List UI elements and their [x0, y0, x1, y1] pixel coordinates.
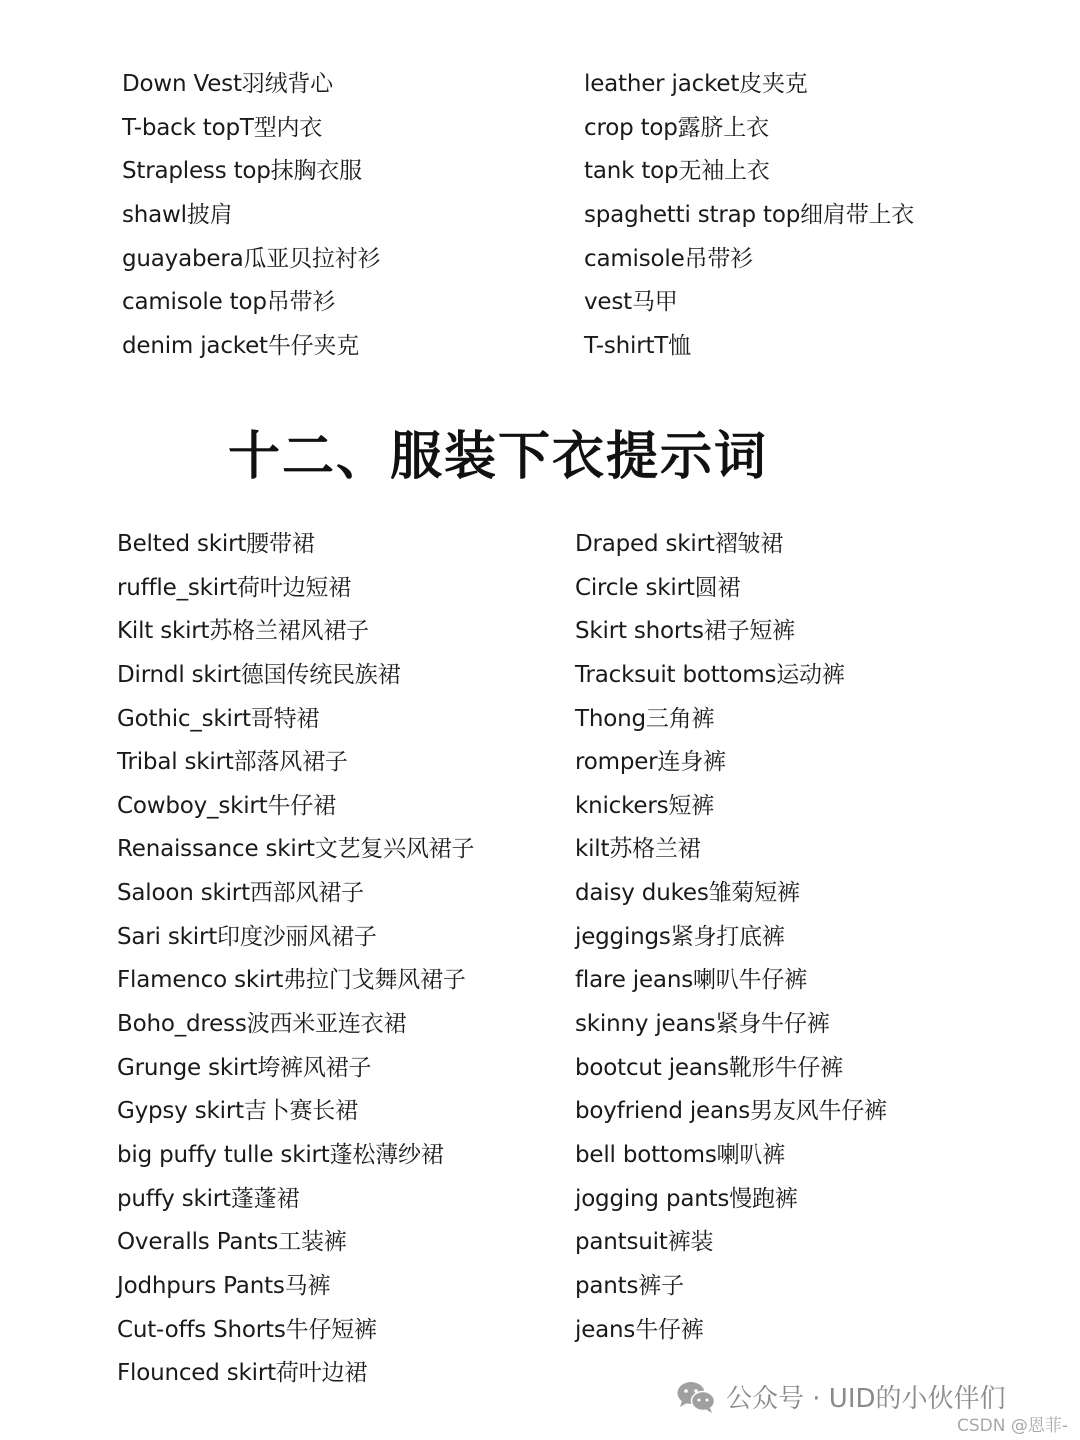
list-item: puffy skirt蓬蓬裙	[117, 1185, 300, 1212]
list-item: Tracksuit bottoms运动裤	[575, 661, 845, 688]
credit-text: CSDN @恩菲-	[956, 1416, 1068, 1436]
list-item: camisole top吊带衫	[122, 289, 336, 316]
list-item: Kilt skirt苏格兰裙风裙子	[117, 618, 369, 645]
list-item: pants裤子	[575, 1272, 684, 1299]
list-item: jeggings紧身打底裤	[575, 923, 785, 950]
list-item: bell bottoms喇叭裤	[575, 1141, 786, 1168]
list-item: Overalls Pants工装裤	[117, 1229, 347, 1256]
list-item: Tribal skirt部落风裙子	[117, 749, 348, 776]
top-right-list	[584, 63, 914, 369]
top-left-list	[122, 63, 380, 369]
list-item: Saloon skirt西部风裙子	[117, 880, 364, 907]
list-item: ruffle_skirt荷叶边短裙	[117, 574, 352, 601]
list-item: jogging pants慢跑裤	[575, 1185, 798, 1212]
list-item: Flounced skirt荷叶边裙	[117, 1360, 368, 1387]
list-item: knickers短裤	[575, 792, 715, 819]
list-item: skinny jeans紧身牛仔裤	[575, 1011, 830, 1038]
list-item: daisy dukes雏菊短裤	[575, 880, 800, 907]
list-item: kilt苏格兰裙	[575, 836, 701, 863]
list-item: flare jeans喇叭牛仔裤	[575, 967, 807, 994]
list-item: Jodhpurs Pants马裤	[117, 1272, 331, 1299]
list-item: Cowboy_skirt牛仔裙	[117, 792, 336, 819]
list-item: Skirt shorts裙子短裤	[575, 618, 795, 645]
list-item: Renaissance skirt文艺复兴风裙子	[117, 836, 475, 863]
list-item: spaghetti strap top细肩带上衣	[584, 202, 915, 229]
list-item: denim jacket牛仔夹克	[122, 333, 360, 360]
wechat-icon	[676, 1380, 716, 1414]
list-item: Boho_dress波西米亚连衣裙	[117, 1011, 407, 1038]
list-item: Belted skirt腰带裙	[117, 531, 315, 557]
watermark-text: 公众号 · UID的小伙伴们	[726, 1384, 1006, 1414]
bottom-left-list	[117, 523, 474, 1396]
list-item: pantsuit裤装	[575, 1229, 714, 1256]
list-item: Cut-offs Shorts牛仔短裤	[117, 1316, 377, 1343]
list-item: tank top无袖上衣	[584, 158, 770, 185]
list-item: Circle skirt圆裙	[575, 574, 741, 601]
list-item: bootcut jeans靴形牛仔裤	[575, 1054, 843, 1081]
watermark	[676, 1378, 1006, 1415]
list-item: Thong三角裤	[575, 705, 715, 732]
list-item: shawl披肩	[122, 202, 233, 229]
list-item: Down Vest羽绒背心	[122, 71, 333, 97]
list-item: T-back topT型内衣	[122, 114, 323, 141]
list-item: boyfriend jeans男友风牛仔裤	[575, 1098, 887, 1125]
section-title: 十二、服装下衣提示词	[228, 427, 769, 487]
list-item: big puffy tulle skirt蓬松薄纱裙	[117, 1141, 444, 1168]
list-item: Dirndl skirt德国传统民族裙	[117, 661, 401, 688]
list-item: Draped skirt褶皱裙	[575, 531, 784, 557]
list-item: vest马甲	[584, 289, 678, 316]
list-item: crop top露脐上衣	[584, 114, 769, 141]
list-item: jeans牛仔裤	[575, 1316, 704, 1343]
list-item: Flamenco skirt弗拉门戈舞风裙子	[117, 967, 466, 994]
list-item: Gypsy skirt吉卜赛长裙	[117, 1098, 358, 1125]
bottom-right-list	[575, 523, 887, 1352]
list-item: camisole吊带衫	[584, 245, 753, 272]
list-item: Strapless top抹胸衣服	[122, 158, 362, 185]
list-item: Grunge skirt垮裤风裙子	[117, 1054, 372, 1081]
list-item: guayabera瓜亚贝拉衬衫	[122, 245, 381, 272]
list-item: leather jacket皮夹克	[584, 71, 808, 97]
list-item: Gothic_skirt哥特裙	[117, 705, 320, 732]
list-item: romper连身裤	[575, 749, 726, 776]
list-item: T-shirtT恤	[584, 333, 691, 360]
list-item: Sari skirt印度沙丽风裙子	[117, 923, 377, 950]
